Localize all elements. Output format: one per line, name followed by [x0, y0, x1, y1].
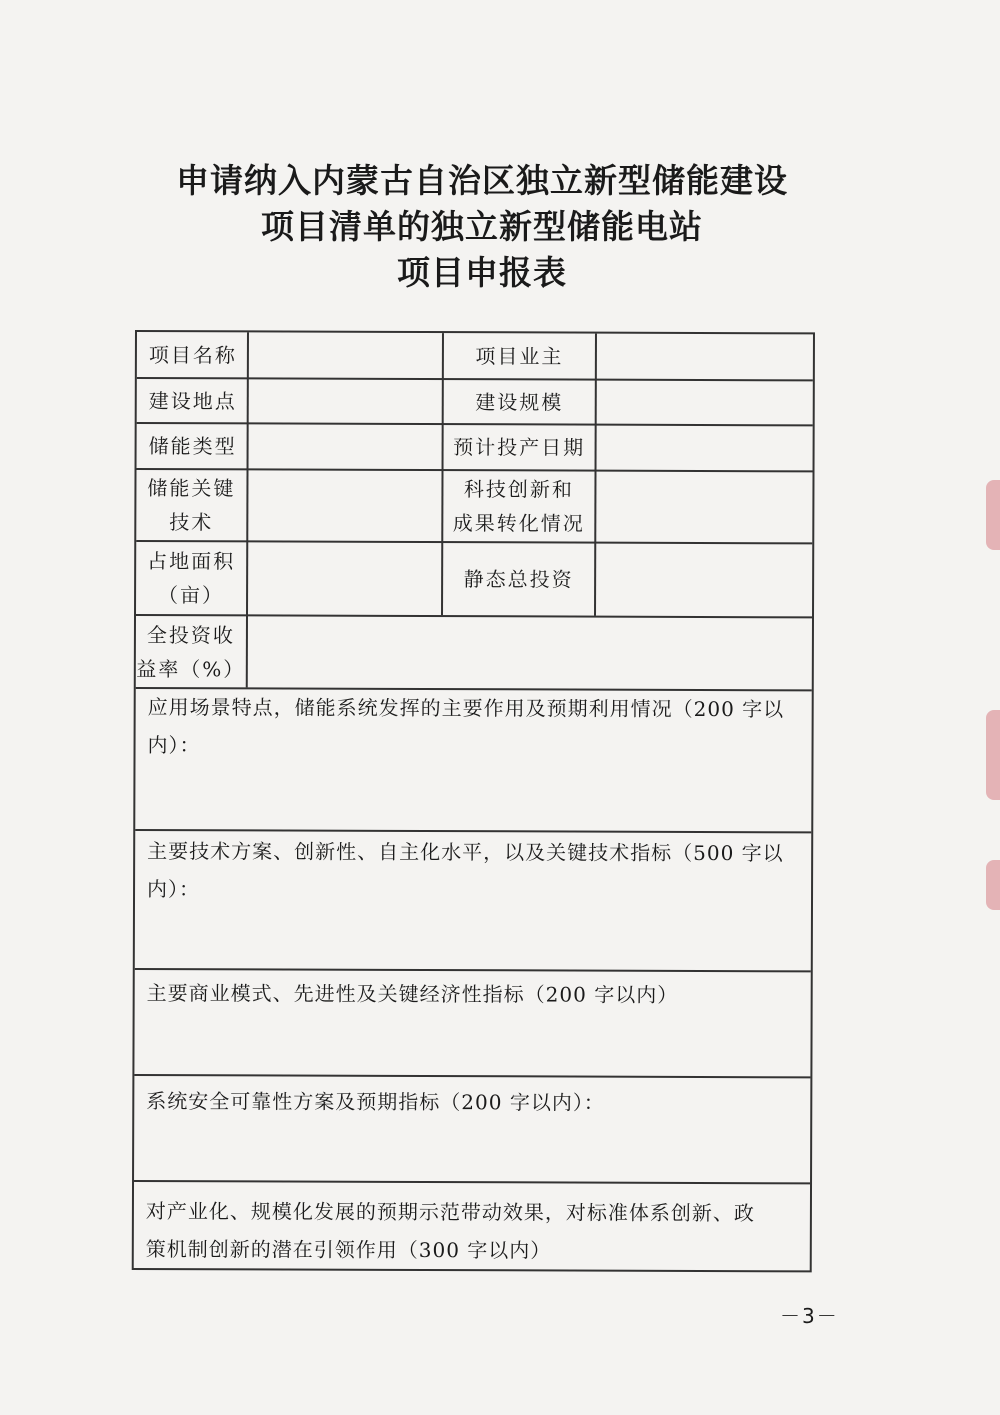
- label-irr: [136, 616, 246, 687]
- section-business-model[interactable]: [147, 974, 803, 1014]
- label-location: 建设地点: [148, 388, 237, 413]
- label-area-line2: （亩）: [158, 583, 225, 608]
- label-static-investment: 静态总投资: [463, 567, 574, 592]
- innovation-field[interactable]: [596, 472, 812, 543]
- section-demonstration-effect[interactable]: [146, 1192, 802, 1270]
- project-owner-field[interactable]: [597, 334, 813, 380]
- seal-edge-mark: [986, 480, 1000, 550]
- label-innovation-line1: 科技创新和: [463, 477, 574, 502]
- label-irr-line2: 益率（%）: [136, 656, 246, 681]
- section-business-model-line1: 主要商业模式、先进性及关键经济性指标（200 字以内）: [146, 981, 679, 1007]
- label-key-tech-line2: 技术: [169, 510, 214, 535]
- section-safety-plan[interactable]: [146, 1082, 802, 1122]
- storage-type-field[interactable]: [249, 424, 442, 469]
- static-investment-field[interactable]: [596, 544, 812, 617]
- key-tech-field[interactable]: [248, 470, 441, 541]
- label-scale: 建设规模: [475, 389, 564, 414]
- label-area: [136, 542, 246, 614]
- row-divider: [134, 1180, 810, 1184]
- label-innovation: [443, 471, 594, 542]
- section-safety-plan-line1: 系统安全可靠性方案及预期指标（200 字以内）：: [146, 1089, 605, 1115]
- application-form: [132, 330, 815, 1272]
- section-application-scenario-line1: 应用场景特点，储能系统发挥的主要作用及预期利用情况（200 字以: [147, 695, 785, 722]
- section-technical-plan-line1: 主要技术方案、创新性、自主化水平，以及关键技术指标（500 字以: [147, 839, 784, 866]
- label-area-line1: 占地面积: [147, 549, 236, 574]
- section-technical-plan[interactable]: [147, 832, 803, 910]
- location-field[interactable]: [249, 379, 442, 423]
- label-commission-date: 预计投产日期: [453, 435, 586, 460]
- section-technical-plan-line2: 内）：: [147, 877, 201, 902]
- section-demonstration-effect-line1: 对产业化、规模化发展的预期示范带动效果，对标准体系创新、政: [145, 1199, 755, 1226]
- area-field[interactable]: [248, 542, 441, 615]
- label-project-name: 项目名称: [148, 342, 237, 367]
- label-storage-type: 储能类型: [148, 434, 237, 459]
- label-project-owner: 项目业主: [475, 343, 564, 368]
- section-demonstration-effect-line2: 策机制创新的潜在引领作用（300 字以内）: [145, 1237, 552, 1263]
- label-innovation-line2: 成果转化情况: [452, 511, 585, 536]
- row-divider: [135, 968, 811, 972]
- label-key-tech-line1: 储能关键: [147, 476, 236, 501]
- scale-field[interactable]: [597, 381, 813, 425]
- irr-field[interactable]: [248, 616, 812, 689]
- section-application-scenario[interactable]: [147, 688, 803, 766]
- label-irr-line1: 全投资收: [146, 622, 235, 647]
- page-number: －3－: [780, 1304, 839, 1328]
- commission-date-field[interactable]: [597, 426, 813, 471]
- project-name-field[interactable]: [249, 332, 442, 378]
- seal-edge-mark: [986, 860, 1000, 910]
- label-key-tech: [136, 470, 246, 540]
- title-line-3: 项目申报表: [397, 253, 567, 292]
- row-divider: [134, 1074, 810, 1078]
- section-application-scenario-line2: 内）：: [147, 733, 201, 758]
- seal-edge-mark: [986, 710, 1000, 800]
- title-line-1: 申请纳入内蒙古自治区独立新型储能建设: [176, 161, 788, 200]
- title-line-2: 项目清单的独立新型储能电站: [261, 207, 703, 246]
